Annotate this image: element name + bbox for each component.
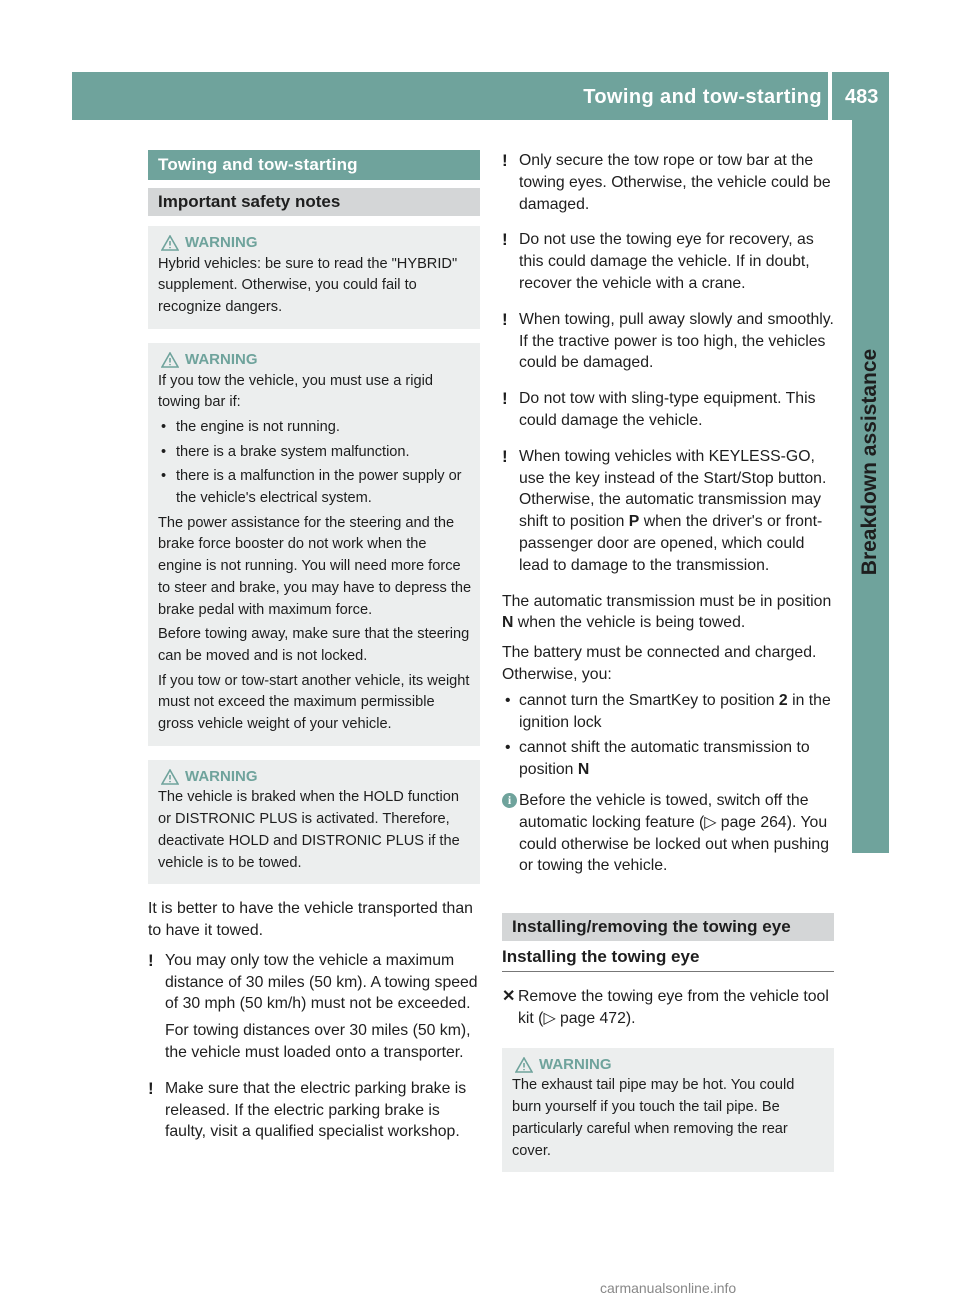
warning-triangle-icon xyxy=(161,235,179,251)
bullet-icon: • xyxy=(505,739,511,757)
step-arrow-icon: ✕ xyxy=(502,988,516,1006)
note-item xyxy=(502,229,834,299)
warning-text: The vehicle is braked when the HOLD function or DISTRONIC PLUS is activated. Therefore, deactivate HOLD and DISTRONIC PLUS if the vehicle is to be towed. xyxy=(158,789,460,871)
bullet-icon: • xyxy=(505,691,511,709)
note-text: Make sure that the electric parking brake is released. If the electric parking brake is faulty, visit a qualified specialist workshop. xyxy=(165,1079,467,1141)
note-item xyxy=(502,150,834,220)
warning-heading xyxy=(161,232,472,254)
exclamation-icon: ! xyxy=(148,1078,154,1098)
instruction-step xyxy=(502,986,834,1030)
note-text: Do not tow with sling-type equipment. This could damage the vehicle. xyxy=(519,390,816,429)
subsection-title: Installing/removing the towing eye xyxy=(502,913,834,941)
page-number: 483 xyxy=(845,86,879,108)
info-note xyxy=(502,790,834,882)
footer-watermark: carmanualsonline.info xyxy=(600,1280,737,1296)
bullet-text: there is a brake system malfunction. xyxy=(176,443,410,460)
exclamation-icon: ! xyxy=(148,950,154,970)
info-icon: i xyxy=(502,790,519,882)
note-item xyxy=(502,309,834,379)
exclamation-icon: ! xyxy=(502,151,508,170)
bullet-text: there is a malfunction in the power supply or the vehicle's electrical system. xyxy=(176,468,462,507)
subsection-title: Important safety notes xyxy=(148,188,480,216)
warning-box xyxy=(502,1048,834,1173)
exclamation-icon: ! xyxy=(502,309,508,329)
warning-label: WARNING xyxy=(185,350,258,368)
bullet-icon: • xyxy=(161,418,167,435)
warning-paragraph: The power assistance for the steering and the brake force booster do not work when the engine is not running. You will need more force to steer and brake, you may have to depress the brake pedal with maximum force. xyxy=(158,514,472,618)
note-item xyxy=(148,950,480,1069)
body-paragraph: It is better to have the vehicle transported than to have it towed. xyxy=(148,900,473,940)
note-item xyxy=(502,388,834,437)
left-column xyxy=(148,150,480,1157)
note-item xyxy=(148,1078,480,1148)
body-paragraph: The automatic transmission must be in position N when the vehicle is being towed. xyxy=(502,592,832,632)
exclamation-icon: ! xyxy=(502,389,508,409)
warning-label: WARNING xyxy=(539,1055,612,1073)
right-column xyxy=(502,150,834,1186)
info-text: Before the vehicle is towed, switch off the automatic locking feature (▷ page 264). You could otherwise be locked out when pushing or towing the vehicle. xyxy=(519,791,829,875)
warning-box xyxy=(148,343,480,746)
warning-box xyxy=(148,226,480,329)
warning-bullet xyxy=(158,442,472,464)
warning-box xyxy=(148,760,480,885)
list-item xyxy=(502,737,834,781)
warning-text: Hybrid vehicles: be sure to read the "HYBRID" supplement. Otherwise, you could fail to recognize dangers. xyxy=(158,255,458,316)
warning-bullet xyxy=(158,466,472,509)
list-item-text: cannot turn the SmartKey to position 2 in the ignition lock xyxy=(519,691,831,731)
note-text: For towing distances over 30 miles (50 km), the vehicle must loaded onto a transporter. xyxy=(165,1022,471,1062)
warning-heading xyxy=(161,766,472,788)
warning-triangle-icon xyxy=(161,769,179,785)
warning-label: WARNING xyxy=(185,767,258,785)
warning-paragraph: Before towing away, make sure that the steering can be moved and is not locked. xyxy=(158,626,470,664)
subheading: Installing the towing eye xyxy=(502,947,834,972)
warning-intro: If you tow the vehicle, you must use a rigid towing bar if: xyxy=(158,372,433,411)
warning-text: The exhaust tail pipe may be hot. You could burn yourself if you touch the tail pipe. Be particularly careful when removing the rear cover. xyxy=(512,1077,795,1159)
header-separator xyxy=(828,72,832,120)
warning-label: WARNING xyxy=(185,234,258,251)
exclamation-icon: ! xyxy=(502,230,508,250)
warning-bullet xyxy=(158,417,472,439)
note-text: You may only tow the vehicle a maximum distance of 30 miles (50 km). A towing speed of 30 mph (50 km/h) must not be exceeded. xyxy=(165,951,478,1013)
running-header-title: Towing and tow-starting xyxy=(583,86,822,108)
note-item xyxy=(502,446,834,582)
warning-triangle-icon xyxy=(515,1057,533,1073)
list-item xyxy=(502,690,834,734)
warning-triangle-icon xyxy=(161,352,179,368)
note-text: Do not use the towing eye for recovery, as this could damage the vehicle. If in doubt, recover the vehicle with a crane. xyxy=(519,231,814,292)
section-title: Towing and tow-starting xyxy=(148,150,480,180)
bullet-text: the engine is not running. xyxy=(176,418,340,435)
side-tab-label: Breakdown assistance xyxy=(858,348,881,576)
body-paragraph: The battery must be connected and charged. Otherwise, you: xyxy=(502,644,817,683)
bullet-icon: • xyxy=(161,468,167,485)
note-text: Only secure the tow rope or tow bar at the towing eyes. Otherwise, the vehicle could be damaged. xyxy=(519,152,831,213)
warning-paragraph: If you tow or tow-start another vehicle, its weight must not exceed the maximum permissible gross vehicle weight of your vehicle. xyxy=(158,672,470,733)
warning-heading xyxy=(161,349,472,371)
step-text: Remove the towing eye from the vehicle tool kit (▷ page 472). xyxy=(518,988,829,1027)
bullet-icon: • xyxy=(161,443,167,460)
warning-heading xyxy=(515,1054,826,1076)
note-text: When towing, pull away slowly and smoothly. If the tractive power is too high, the vehicles could be damaged. xyxy=(519,310,834,372)
list-item-text: cannot shift the automatic transmission to position N xyxy=(519,739,810,779)
exclamation-icon: ! xyxy=(502,446,508,466)
note-text: When towing vehicles with KEYLESS-GO, use the key instead of the Start/Stop button. Otherwise, the automatic transmission may shift to position P when the driver's or front-passenger door are opened, which could lead to damage to the transmission. xyxy=(519,447,827,574)
side-tab-marker xyxy=(852,805,889,853)
